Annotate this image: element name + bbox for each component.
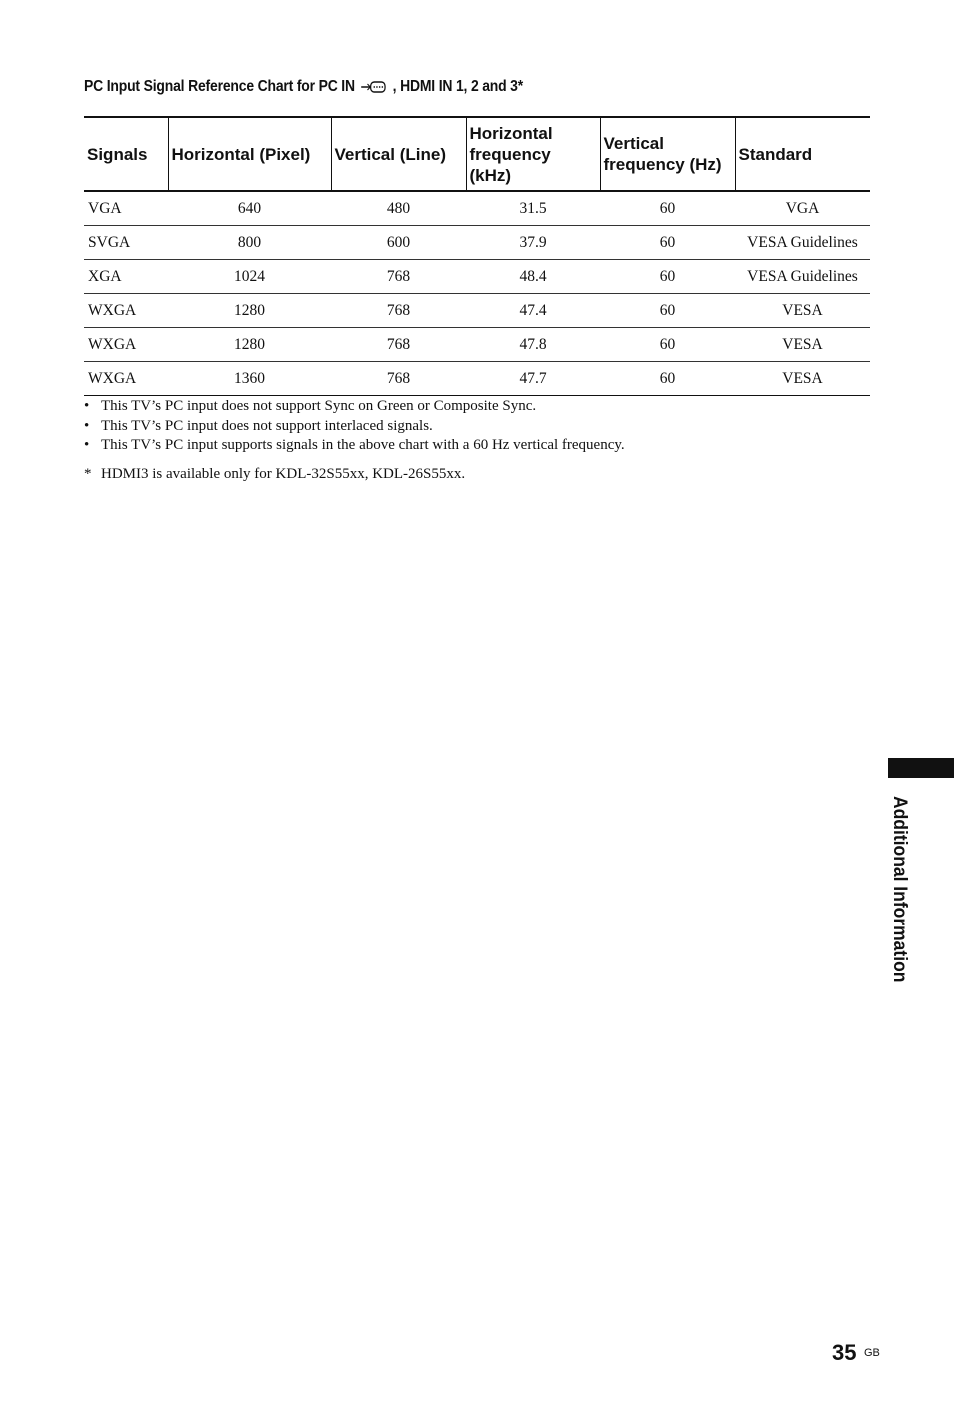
cell-vertical-line: 768	[331, 294, 466, 328]
cell-horizontal-frequency: 47.8	[466, 328, 600, 362]
heading-text: PC Input Signal Reference Chart for PC IN	[84, 78, 355, 95]
section-tab-marker	[888, 758, 954, 778]
list-item	[84, 397, 625, 417]
cell-horizontal-frequency: 47.4	[466, 294, 600, 328]
bullet: •	[84, 437, 90, 453]
cell-horizontal-frequency: 48.4	[466, 260, 600, 294]
cell-signal: SVGA	[84, 226, 168, 260]
cell-vertical-frequency: 60	[600, 260, 735, 294]
column-header-horizontal-frequency: Horizontal frequency (kHz)	[466, 117, 600, 191]
note-text: This TV’s PC input supports signals in the above chart with a 60 Hz vertical frequency.	[101, 437, 625, 453]
bullet: •	[84, 398, 90, 414]
cell-vertical-frequency: 60	[600, 328, 735, 362]
pc-input-icon	[360, 79, 387, 95]
list-item	[84, 436, 625, 456]
column-header-signals: Signals	[84, 117, 168, 191]
cell-standard: VESA	[735, 294, 870, 328]
cell-vertical-frequency: 60	[600, 191, 735, 226]
cell-horizontal-pixel: 1360	[168, 362, 331, 396]
cell-horizontal-pixel: 1024	[168, 260, 331, 294]
cell-standard: VESA	[735, 328, 870, 362]
cell-vertical-line: 480	[331, 191, 466, 226]
section-side-label: Additional Information	[889, 796, 910, 983]
table-row	[84, 226, 870, 260]
cell-vertical-frequency: 60	[600, 294, 735, 328]
column-header-standard: Standard	[735, 117, 870, 191]
cell-horizontal-frequency: 47.7	[466, 362, 600, 396]
cell-vertical-frequency: 60	[600, 226, 735, 260]
heading-text-hdmi: , HDMI IN 1, 2 and 3*	[392, 78, 524, 95]
notes-list	[84, 397, 625, 456]
note-text: This TV’s PC input does not support interlaced signals.	[101, 417, 433, 434]
cell-vertical-line: 768	[331, 260, 466, 294]
footnote-marker: *	[84, 466, 92, 482]
cell-standard: VESA Guidelines	[735, 226, 870, 260]
table-row	[84, 362, 870, 396]
column-header-vertical-line: Vertical (Line)	[331, 117, 466, 191]
cell-vertical-frequency: 60	[600, 362, 735, 396]
table-header-row	[84, 117, 870, 191]
cell-vertical-line: 768	[331, 328, 466, 362]
cell-horizontal-frequency: 31.5	[466, 191, 600, 226]
cell-standard: VESA	[735, 362, 870, 396]
list-item	[84, 417, 625, 437]
cell-horizontal-pixel: 640	[168, 191, 331, 226]
cell-signal: WXGA	[84, 362, 168, 396]
cell-standard: VGA	[735, 191, 870, 226]
cell-signal: XGA	[84, 260, 168, 294]
cell-signal: VGA	[84, 191, 168, 226]
table-row	[84, 294, 870, 328]
cell-vertical-line: 768	[331, 362, 466, 396]
table-row	[84, 191, 870, 226]
column-header-horizontal-pixel: Horizontal (Pixel)	[168, 117, 331, 191]
note-text: This TV’s PC input does not support Sync on Green or Composite Sync.	[101, 398, 537, 414]
cell-horizontal-pixel: 800	[168, 226, 331, 260]
cell-horizontal-pixel: 1280	[168, 294, 331, 328]
table-row	[84, 328, 870, 362]
cell-signal: WXGA	[84, 294, 168, 328]
cell-vertical-line: 600	[331, 226, 466, 260]
cell-horizontal-frequency: 37.9	[466, 226, 600, 260]
bullet: •	[84, 417, 90, 434]
signal-reference-table	[84, 116, 870, 396]
page-number: 35	[832, 1340, 857, 1365]
cell-horizontal-pixel: 1280	[168, 328, 331, 362]
footnote	[84, 466, 465, 483]
page-locale-suffix: GB	[864, 1347, 880, 1359]
table-row	[84, 260, 870, 294]
page-heading	[84, 78, 523, 96]
column-header-vertical-frequency: Vertical frequency (Hz)	[600, 117, 735, 191]
cell-standard: VESA Guidelines	[735, 260, 870, 294]
cell-signal: WXGA	[84, 328, 168, 362]
footnote-text: HDMI3 is available only for KDL-32S55xx, KDL-26S55xx.	[101, 466, 466, 482]
